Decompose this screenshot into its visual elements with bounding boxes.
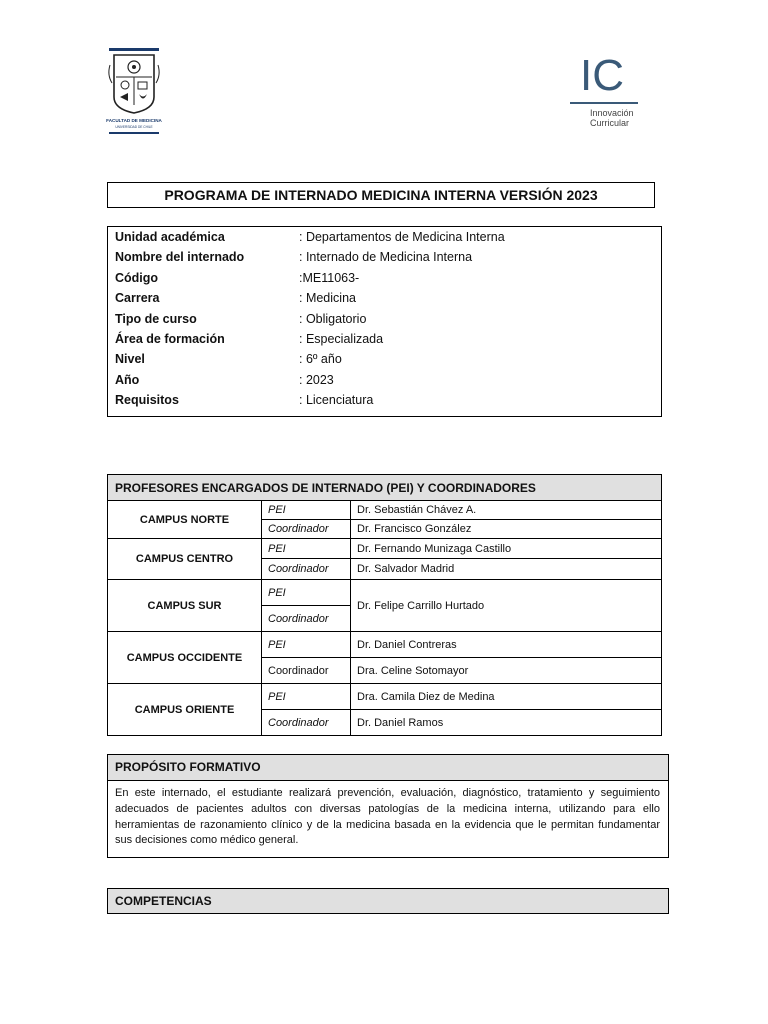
info-value: : 2023 xyxy=(299,372,334,387)
svg-text:UNIVERSIDAD DE CHILE: UNIVERSIDAD DE CHILE xyxy=(115,125,153,129)
svg-text:Curricular: Curricular xyxy=(590,118,630,128)
professors-table-header: PROFESORES ENCARGADOS DE INTERNADO (PEI) Y COORDINADORES xyxy=(108,475,662,501)
person-name: Dr. Felipe Carrillo Hurtado xyxy=(351,580,662,632)
info-label: Nombre del internado xyxy=(115,250,245,265)
innovacion-curricular-logo xyxy=(566,48,642,132)
role-label: Coordinador xyxy=(262,710,351,736)
info-value: : Obligatorio xyxy=(299,311,367,326)
svg-text:Innovación: Innovación xyxy=(590,108,634,118)
info-label: Carrera xyxy=(115,291,160,306)
role-label: PEI xyxy=(262,684,351,710)
info-value: : 6º año xyxy=(299,352,342,367)
info-row xyxy=(108,370,661,390)
person-name: Dra. Camila Diez de Medina xyxy=(351,684,662,710)
role-label: PEI xyxy=(262,539,351,559)
info-row xyxy=(108,349,661,369)
facultad-medicina-logo xyxy=(106,47,162,137)
info-value: :ME11063- xyxy=(299,270,360,285)
campus-name: CAMPUS SUR xyxy=(108,580,262,632)
person-name: Dr. Daniel Contreras xyxy=(351,632,662,658)
university-seal-icon xyxy=(106,47,162,137)
role-label: Coordinador xyxy=(262,559,351,580)
info-row xyxy=(108,329,661,349)
info-label: Requisitos xyxy=(115,393,179,408)
info-label: Área de formación xyxy=(115,332,225,346)
info-value: : Especializada xyxy=(299,332,384,346)
info-row xyxy=(108,247,661,267)
person-name: Dr. Salvador Madrid xyxy=(351,559,662,580)
role-label: Coordinador xyxy=(262,520,351,539)
course-info-box xyxy=(107,226,662,417)
info-row xyxy=(108,268,661,288)
competencias-header: COMPETENCIAS xyxy=(107,888,669,914)
info-row xyxy=(108,227,661,247)
info-row xyxy=(108,309,661,329)
proposito-header: PROPÓSITO FORMATIVO xyxy=(108,755,668,781)
person-name: Dr. Sebastián Chávez A. xyxy=(351,501,662,520)
info-value: : Licenciatura xyxy=(299,393,374,408)
info-label: Nivel xyxy=(115,352,145,367)
info-row xyxy=(108,288,661,308)
campus-name: CAMPUS ORIENTE xyxy=(108,684,262,736)
role-label: PEI xyxy=(262,580,351,606)
svg-text:FACULTAD DE MEDICINA: FACULTAD DE MEDICINA xyxy=(106,118,162,123)
campus-name: CAMPUS NORTE xyxy=(108,501,262,539)
info-value: : Internado de Medicina Interna xyxy=(299,250,473,265)
role-label: PEI xyxy=(262,632,351,658)
info-label: Unidad académica xyxy=(115,230,225,244)
proposito-section xyxy=(107,754,669,858)
info-label: Año xyxy=(115,372,140,387)
role-label: Coordinador xyxy=(262,606,351,632)
role-label: Coordinador xyxy=(262,658,351,684)
person-name: Dr. Daniel Ramos xyxy=(351,710,662,736)
person-name: Dra. Celine Sotomayor xyxy=(351,658,662,684)
info-label: Código xyxy=(115,270,159,285)
svg-text:IC: IC xyxy=(580,51,624,100)
info-row xyxy=(108,390,661,410)
role-label: PEI xyxy=(262,501,351,520)
campus-name: CAMPUS CENTRO xyxy=(108,539,262,580)
document-title: PROGRAMA DE INTERNADO MEDICINA INTERNA VERSIÓN 2023 xyxy=(107,182,655,208)
info-label: Tipo de curso xyxy=(115,311,197,326)
professors-table xyxy=(107,474,662,736)
info-value: : Departamentos de Medicina Interna xyxy=(299,230,505,244)
info-value: : Medicina xyxy=(299,291,356,306)
campus-name: CAMPUS OCCIDENTE xyxy=(108,632,262,684)
person-name: Dr. Francisco González xyxy=(351,520,662,539)
person-name: Dr. Fernando Munizaga Castillo xyxy=(351,539,662,559)
ic-logo-icon xyxy=(566,48,642,132)
proposito-body: En este internado, el estudiante realizará prevención, evaluación, diagnóstico, tratamiento y seguimiento adecuados de pacientes adultos con diversas patologías de la medicina interna, utilizando para ello herramientas de razonamiento clínico y de la medicina basada en la evidencia que le permitan fundamentar sus decisiones como médico general. xyxy=(115,787,660,847)
